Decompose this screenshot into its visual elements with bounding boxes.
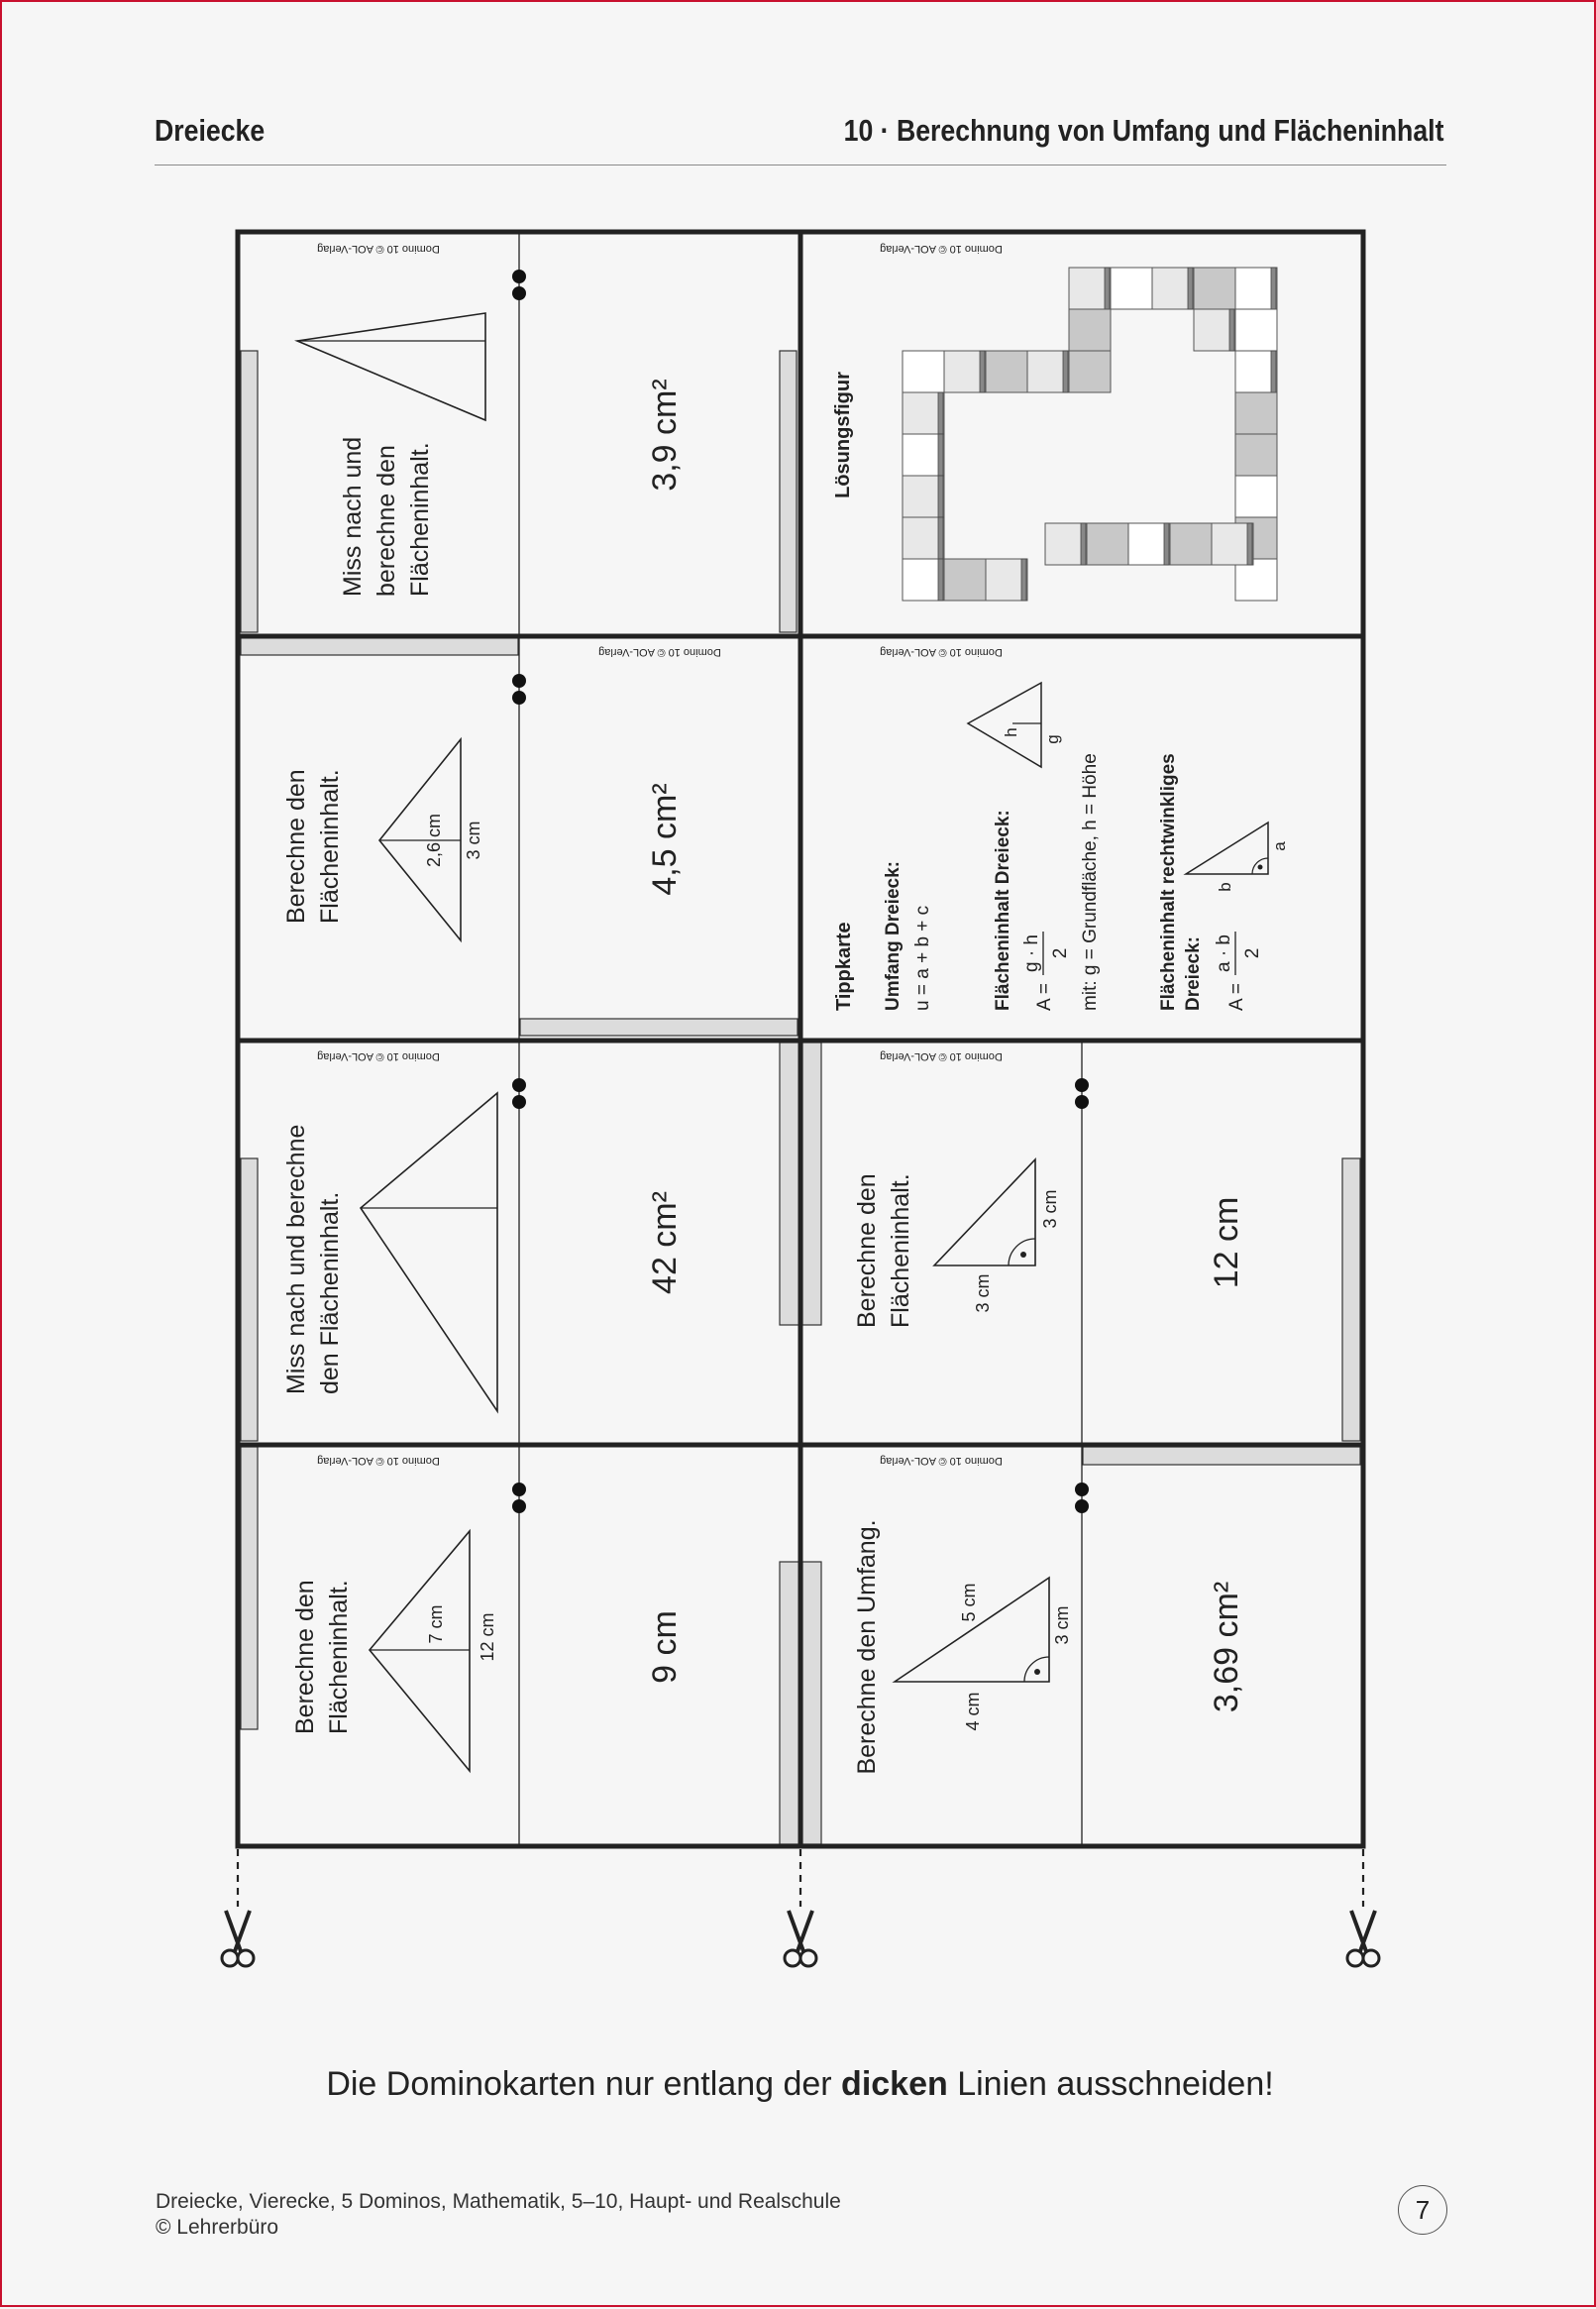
solution-tile-edge <box>1081 523 1086 565</box>
solution-tile <box>986 351 1027 392</box>
task-text: Berechne den Flächeninhalt. <box>291 1580 353 1734</box>
task-text: Berechne den Flächeninhalt. <box>853 1173 914 1328</box>
solution-card <box>832 243 1277 601</box>
solution-tile-edge <box>938 392 943 434</box>
solution-tile <box>903 351 944 392</box>
verlag-mark: Domino 10 © AOL-Verlag <box>317 243 440 255</box>
scissors-icon <box>222 1911 254 1966</box>
solution-tile <box>1170 523 1212 565</box>
dim-hypotenuse: 5 cm <box>959 1583 979 1622</box>
footer-line-2: © Lehrerbüro <box>156 2216 279 2239</box>
dim-base: 12 cm <box>478 1612 497 1662</box>
solution-tile-edge <box>1063 351 1068 392</box>
answer-text: 4,5 cm² <box>646 783 684 896</box>
verlag-mark: Domino 10 © AOL-Verlag <box>880 1050 1003 1062</box>
domino-card-3 <box>282 1050 684 1411</box>
solution-tile-edge <box>1188 268 1193 309</box>
solution-tile <box>1235 476 1277 517</box>
solution-tile-edge <box>1105 268 1110 309</box>
right-triangle-figure <box>934 1159 1035 1265</box>
verlag-mark: Domino 10 © AOL-Verlag <box>317 1455 440 1467</box>
domino-sheet <box>2 2 1596 2309</box>
answer-text: 12 cm <box>1208 1196 1245 1289</box>
domino-card-7 <box>853 1050 1245 1328</box>
flaeche-denominator: 2 <box>1050 947 1071 959</box>
solution-tile <box>1069 351 1111 392</box>
solution-tile-edge <box>980 351 985 392</box>
solution-tile <box>1235 309 1277 351</box>
verlag-mark: Domino 10 © AOL-Verlag <box>880 646 1003 658</box>
tip-triangle-figure <box>968 683 1041 767</box>
solution-tile <box>1069 309 1111 351</box>
verlag-mark: Domino 10 © AOL-Verlag <box>880 1455 1003 1467</box>
tip-tri-g: g <box>1043 734 1062 744</box>
rw-label-line2: Dreieck: <box>1183 936 1204 1011</box>
rw-numerator: a · b <box>1214 934 1234 973</box>
scissors-icon <box>785 1911 816 1966</box>
rw-denominator: 2 <box>1242 947 1263 959</box>
triangle-figure <box>379 739 461 940</box>
solution-tile-edge <box>938 476 943 517</box>
solution-title: Lösungsfigur <box>832 372 854 498</box>
dim-base: 3 cm <box>973 1273 993 1313</box>
verlag-mark: Domino 10 © AOL-Verlag <box>317 1050 440 1062</box>
footer-line-1: Dreiecke, Vierecke, 5 Dominos, Mathematik, 5–10, Haupt- und Realschule <box>156 2190 841 2213</box>
flaeche-label: Flächeninhalt Dreieck: <box>993 810 1013 1011</box>
solution-tile-edge <box>1164 523 1169 565</box>
footer-source <box>156 2189 841 2241</box>
dim-height: 7 cm <box>426 1604 446 1644</box>
solution-tile-edge <box>1271 351 1276 392</box>
solution-tile-edge <box>1247 523 1252 565</box>
task-text: Miss nach und berechne den Flächeninhalt. <box>339 436 434 597</box>
dim-height: 2,6 cm <box>424 813 444 868</box>
rw-lhs: A = <box>1226 983 1247 1011</box>
cut-guides <box>238 1849 1363 1907</box>
verlag-mark: Domino 10 © AOL-Verlag <box>598 646 721 658</box>
rw-side-b: b <box>1216 882 1234 892</box>
umfang-formula: u = a + b + c <box>912 905 933 1011</box>
solution-tile-edge <box>1229 309 1234 351</box>
right-triangle-figure <box>1186 823 1268 874</box>
solution-tile-edge <box>938 559 943 601</box>
dim-base: 4 cm <box>963 1692 983 1731</box>
task-text: Berechne den Umfang. <box>853 1519 881 1775</box>
tip-tri-h: h <box>1002 727 1020 737</box>
solution-tile <box>944 559 986 601</box>
dim-side: 3 cm <box>1040 1189 1060 1229</box>
flaeche-lhs: A = <box>1034 983 1055 1011</box>
solution-tile-edge <box>938 517 943 559</box>
dim-side: 3 cm <box>1052 1605 1072 1645</box>
answer-text: 3,9 cm² <box>646 379 684 492</box>
solution-figure <box>903 268 1277 601</box>
task-text: Miss nach und berechne den Flächeninhalt. <box>282 1124 344 1394</box>
solution-tile <box>1087 523 1128 565</box>
rw-side-a: a <box>1270 841 1289 851</box>
flaeche-numerator: g · h <box>1021 934 1042 973</box>
tip-title: Tippkarte <box>833 922 855 1011</box>
domino-card-8 <box>853 1455 1245 1775</box>
solution-tile-edge <box>1271 268 1276 309</box>
answer-text: 9 cm <box>646 1610 684 1684</box>
header-topic: Dreiecke <box>155 113 266 148</box>
answer-text: 42 cm² <box>646 1191 684 1294</box>
page-number: 7 <box>1398 2185 1447 2235</box>
answer-text: 3,69 cm² <box>1208 1581 1245 1713</box>
domino-card-1 <box>297 243 684 597</box>
dim-base: 3 cm <box>464 821 483 860</box>
solution-tile-edge <box>938 434 943 476</box>
solution-tile <box>1235 434 1277 476</box>
triangle-figure <box>370 1531 470 1771</box>
solution-tile <box>1111 268 1152 309</box>
flaeche-note: mit: g = Grundfläche, h = Höhe <box>1080 753 1101 1011</box>
domino-card-4 <box>291 1455 684 1771</box>
scissors-icon <box>1347 1911 1379 1966</box>
verlag-mark: Domino 10 © AOL-Verlag <box>880 243 1003 255</box>
solution-tile <box>1194 268 1235 309</box>
task-text: Berechne den Flächeninhalt. <box>282 769 344 924</box>
domino-card-2 <box>282 646 721 940</box>
solution-tile <box>1235 392 1277 434</box>
tip-card <box>833 646 1289 1011</box>
header-chapter: 10 · Berechnung von Umfang und Flächeninhalt <box>843 113 1443 148</box>
solution-tile-edge <box>1021 559 1026 601</box>
rw-label-line1: Flächeninhalt rechtwinkliges <box>1158 753 1179 1011</box>
cut-instruction: Die Dominokarten nur entlang der dicken Linien ausschneiden! <box>326 2065 1274 2103</box>
umfang-label: Umfang Dreieck: <box>883 861 904 1011</box>
triangle-figure <box>361 1093 497 1411</box>
triangle-figure <box>297 313 485 420</box>
